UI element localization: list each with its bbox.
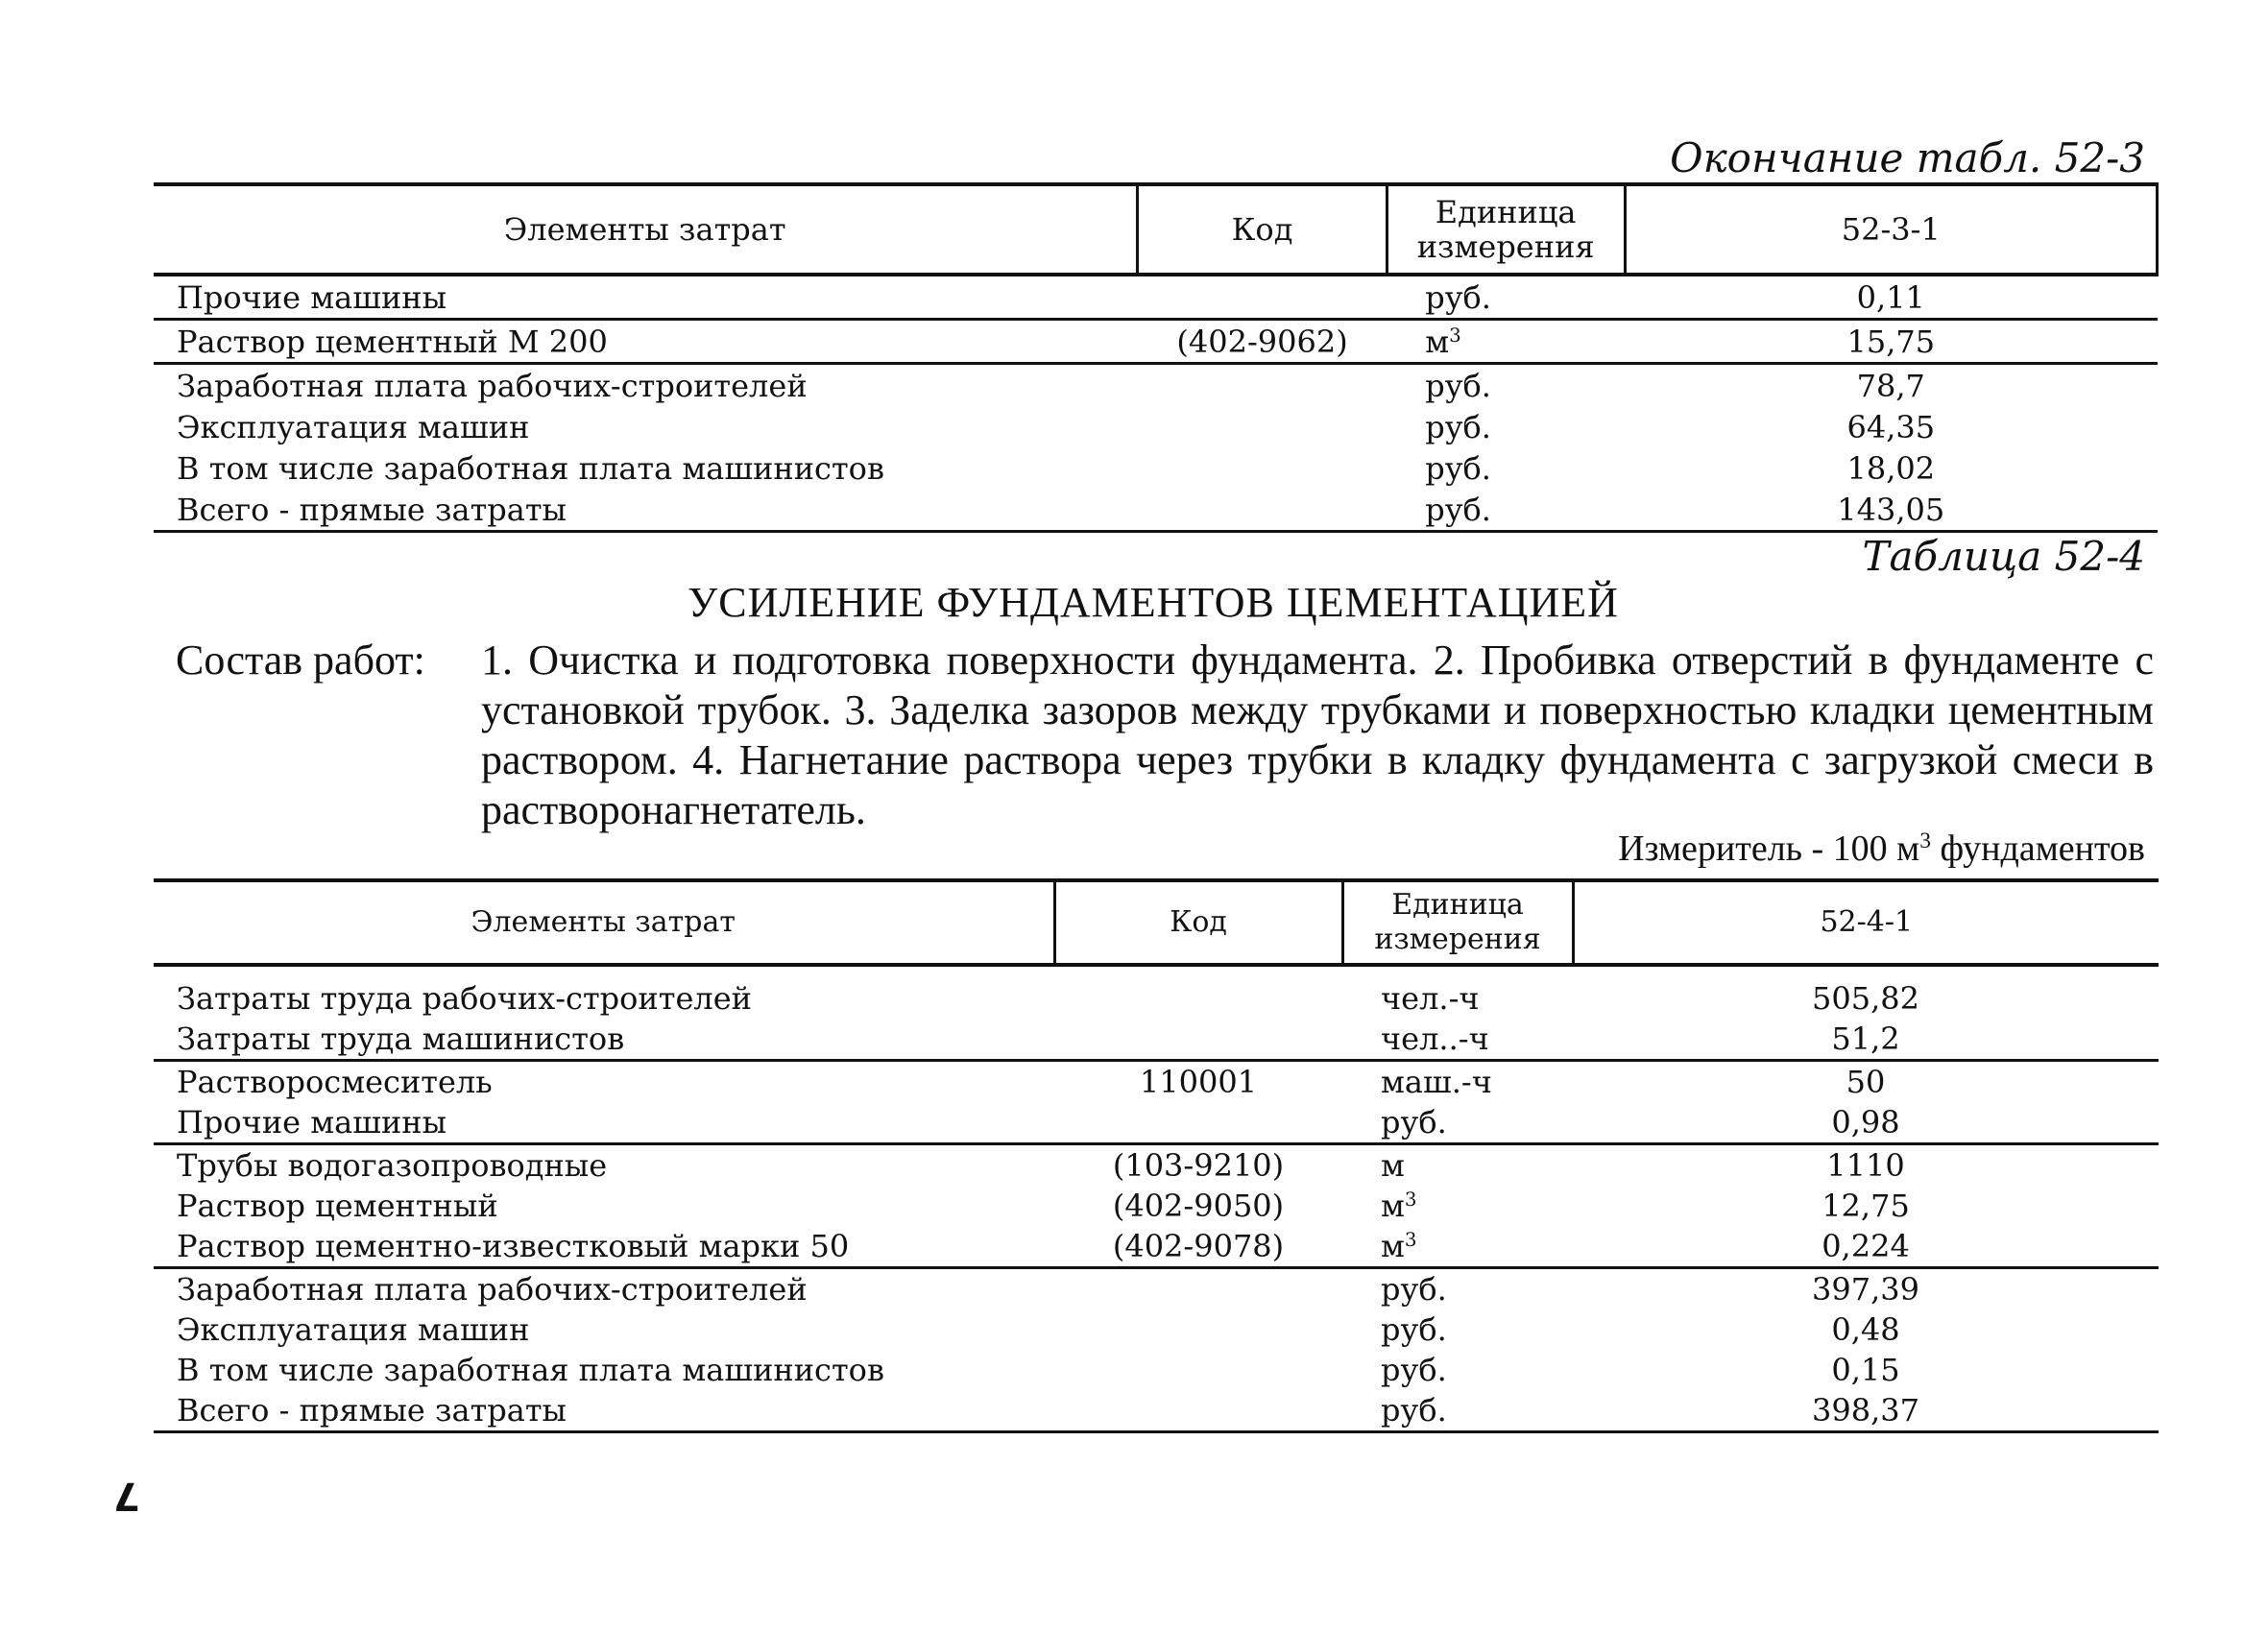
- table-row: [154, 1186, 2159, 1226]
- table-header-row: [154, 184, 2158, 275]
- header-code: Код: [1138, 184, 1387, 275]
- table-row: [154, 1390, 2159, 1432]
- cell-unit: руб.: [1387, 364, 1625, 407]
- cell-code: [1054, 1019, 1342, 1061]
- cell-name: Заработная плата рабочих-строителей: [154, 364, 1138, 407]
- table-row: [154, 1144, 2159, 1187]
- work-composition-text: 1. Очистка и подготовка поверхности фундамента. 2. Пробивка отверстий в фундаменте с установкой трубок. 3. Заделка зазоров между трубками и поверхностью кладки цементным раствором. 4. Нагнетание раствора через трубки в кладку фундамента с загрузкой смеси в растворонагнетатель.: [481, 636, 2154, 833]
- cell-unit: руб.: [1425, 449, 1491, 487]
- cell-value: 0,98: [1831, 1104, 1900, 1141]
- table-row: [154, 1102, 2159, 1144]
- table-row: [154, 320, 2158, 364]
- cell-name: Раствор цементно-известковый марки 50: [177, 1228, 850, 1264]
- table-row: [154, 965, 2159, 1019]
- cell-unit: руб.: [1381, 1311, 1447, 1348]
- cell-name: Растворосмеситель: [154, 1061, 1054, 1103]
- table-row: [154, 447, 2158, 489]
- cell-unit: руб.: [1342, 1390, 1573, 1432]
- cost-table-52-4: [154, 878, 2159, 1433]
- cell-value: 50: [1573, 1061, 2159, 1103]
- cell-unit: чел..-ч: [1381, 1021, 1489, 1057]
- work-composition: [176, 636, 2154, 835]
- header-value: 52-4-1: [1573, 880, 2159, 965]
- cell-value: 12,75: [1822, 1188, 1910, 1224]
- work-composition-label: Состав работ:: [176, 636, 425, 684]
- cell-name: Эксплуатация машин: [177, 408, 530, 445]
- cell-unit: руб.: [1342, 1268, 1573, 1310]
- cell-code: [1138, 275, 1387, 320]
- cell-unit: чел.-ч: [1381, 980, 1480, 1017]
- cell-code: [1138, 447, 1387, 489]
- table-row: [154, 1226, 2159, 1268]
- cell-unit: руб.: [1425, 408, 1491, 445]
- cell-unit: руб.: [1387, 489, 1625, 532]
- page-number: 7: [113, 1474, 140, 1518]
- cell-unit: руб.: [1381, 1352, 1447, 1388]
- cell-name: В том числе заработная плата машинистов: [177, 1352, 884, 1388]
- cell-code: [1138, 489, 1387, 532]
- table-row: [154, 1350, 2159, 1390]
- cell-unit: $м^3$: [1381, 1228, 1417, 1264]
- cell-name: Раствор цементный: [177, 1188, 498, 1224]
- table-row: [154, 406, 2158, 447]
- cell-name: В том числе заработная плата машинистов: [177, 449, 884, 487]
- cell-unit: руб.: [1425, 278, 1491, 316]
- cell-unit: $м^3$: [1387, 320, 1625, 364]
- table-row: [154, 1019, 2159, 1061]
- cell-code: (402-9050): [1112, 1188, 1285, 1224]
- cell-name: Заработная плата рабочих-строителей: [154, 1268, 1054, 1310]
- table-row: [154, 489, 2158, 532]
- cell-value: 0,224: [1822, 1228, 1910, 1264]
- cell-unit: $м^3$: [1381, 1188, 1417, 1224]
- cell-value: 64,35: [1846, 408, 1936, 445]
- table-row: [154, 1268, 2159, 1310]
- section-title: УСИЛЕНИЕ ФУНДАМЕНТОВ ЦЕМЕНТАЦИЕЙ: [688, 579, 1619, 626]
- cell-value: 0,48: [1831, 1311, 1900, 1348]
- cell-code: [1054, 965, 1342, 1019]
- cell-code: [1054, 1390, 1342, 1432]
- table-continuation-caption: Окончание табл. 52-3: [1670, 134, 2145, 181]
- cell-value: 505,82: [1812, 980, 1919, 1017]
- cell-code: [1138, 406, 1387, 447]
- cell-code: (402-9062): [1138, 320, 1387, 364]
- table-row: [154, 275, 2158, 320]
- cell-value: 78,7: [1625, 364, 2157, 407]
- cell-value: 51,2: [1831, 1021, 1900, 1057]
- cell-unit: м: [1342, 1144, 1573, 1187]
- cell-code: [1138, 364, 1387, 407]
- cell-name: Эксплуатация машин: [177, 1311, 530, 1348]
- cell-unit: маш.-ч: [1342, 1061, 1573, 1103]
- cell-code: [1054, 1309, 1342, 1350]
- cell-code: (103-9210): [1054, 1144, 1342, 1187]
- measurement-unit: Измеритель - 100 $м^3$ фундаментов: [1618, 829, 2145, 869]
- header-unit: Единица измерения: [1387, 184, 1625, 275]
- cell-name: Прочие машины: [177, 278, 447, 316]
- cell-value: 0,15: [1831, 1352, 1900, 1388]
- cell-unit: руб.: [1381, 1104, 1447, 1141]
- header-elements: Элементы затрат: [470, 905, 736, 939]
- cell-value: 398,37: [1573, 1390, 2159, 1432]
- table-row: [154, 1061, 2159, 1103]
- cell-value: 1110: [1573, 1144, 2159, 1187]
- cell-name: Затраты труда машинистов: [177, 1021, 625, 1057]
- cell-value: 143,05: [1625, 489, 2157, 532]
- cell-code: [1054, 1268, 1342, 1310]
- header-elements: Элементы затрат: [503, 211, 786, 248]
- cell-value: 397,39: [1573, 1268, 2159, 1310]
- cell-name: Раствор цементный М 200: [154, 320, 1138, 364]
- header-code: Код: [1054, 880, 1342, 965]
- cost-table-52-3: [154, 182, 2159, 533]
- table-row: [154, 1309, 2159, 1350]
- cell-name: Трубы водогазопроводные: [154, 1144, 1054, 1187]
- cell-value: 18,02: [1846, 449, 1936, 487]
- table-header-row: [154, 880, 2159, 965]
- cell-code: (402-9078): [1112, 1228, 1285, 1264]
- cell-code: [1054, 1350, 1342, 1390]
- cell-name: Всего - прямые затраты: [154, 1390, 1054, 1432]
- cell-name: Всего - прямые затраты: [154, 489, 1138, 532]
- cell-name: Прочие машины: [177, 1104, 447, 1141]
- table-caption: Таблица 52-4: [1862, 533, 2145, 580]
- cell-value: 15,75: [1625, 320, 2157, 364]
- cell-code: 110001: [1054, 1061, 1342, 1103]
- cell-name: Затраты труда рабочих-строителей: [177, 980, 752, 1017]
- cell-code: [1054, 1102, 1342, 1144]
- header-unit: Единица измерения: [1342, 880, 1573, 965]
- cell-value: 0,11: [1856, 278, 1925, 316]
- table-row: [154, 364, 2158, 407]
- header-value: 52-3-1: [1625, 184, 2157, 275]
